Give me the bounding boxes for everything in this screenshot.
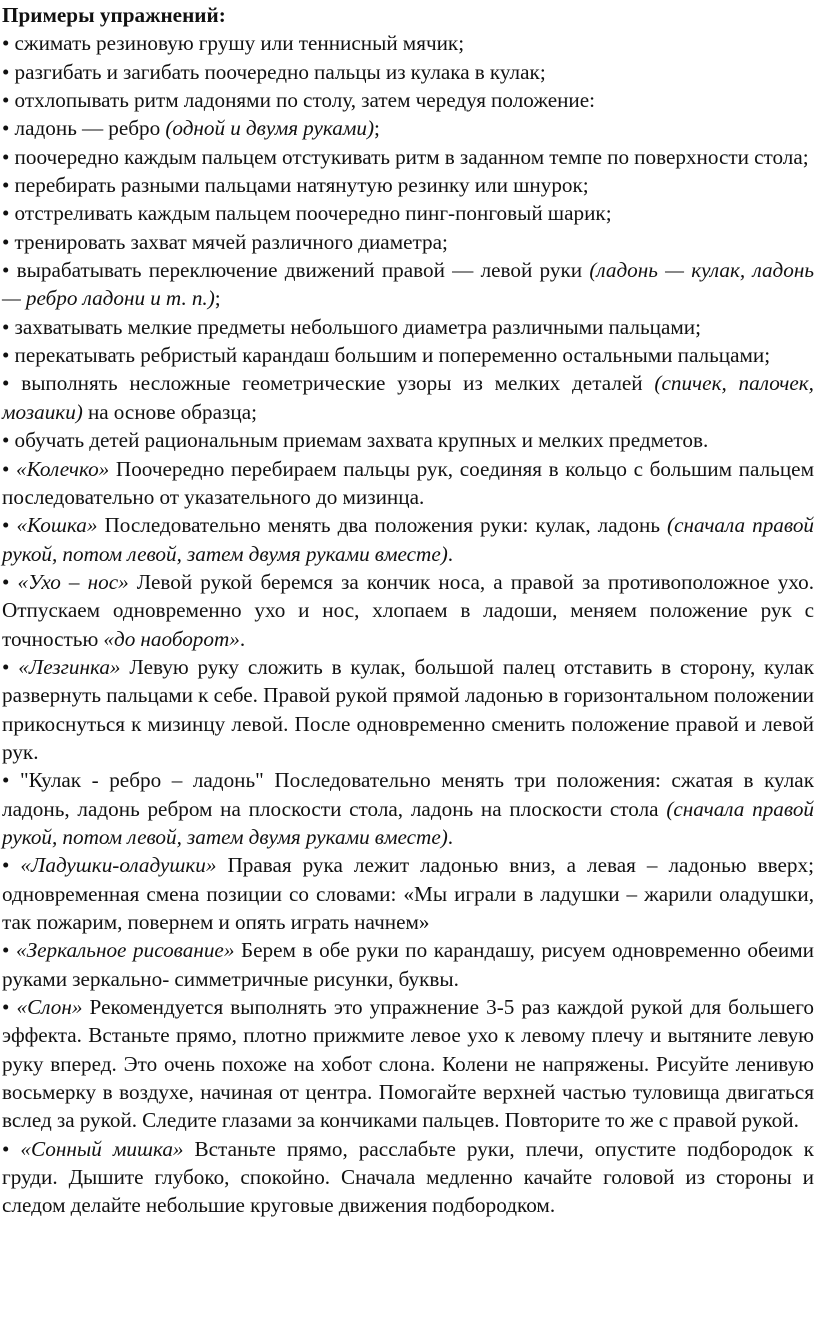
bullet-marker: • xyxy=(2,768,10,793)
exercise-emphasis-text: (ладонь — кулак, ладонь — ребро ладони и т. п.) xyxy=(2,258,815,311)
exercise-item xyxy=(2,766,814,851)
bullet-marker: • xyxy=(2,853,10,878)
exercise-text: захватывать мелкие предметы небольшого диаметра различными пальцами; xyxy=(14,314,702,339)
bullet-marker: • xyxy=(2,456,10,481)
exercise-item xyxy=(2,369,814,426)
exercise-emphasis-text: «Ухо – нос» xyxy=(17,569,129,594)
exercise-item xyxy=(2,993,814,1135)
exercise-emphasis-text: (сначала правой рукой, потом левой, затем двумя руками вместе) xyxy=(2,513,815,566)
exercise-text: перебирать разными пальцами натянутую резинку или шнурок; xyxy=(14,173,589,198)
exercise-text: разгибать и загибать поочередно пальцы из кулака в кулак; xyxy=(14,59,546,84)
bullet-marker: • xyxy=(2,371,10,396)
bullet-marker: • xyxy=(2,31,10,56)
exercise-emphasis-text: «Сонный мишка» xyxy=(20,1136,184,1161)
exercise-item xyxy=(2,199,814,227)
bullet-marker: • xyxy=(2,938,10,963)
exercise-emphasis-text: «до наоборот» xyxy=(103,626,240,651)
exercise-text: вырабатывать переключение движений правой — левой руки xyxy=(16,258,590,283)
exercise-text: ; xyxy=(374,116,380,141)
bullet-marker: • xyxy=(2,116,10,141)
exercise-item xyxy=(2,455,814,512)
exercise-emphasis-text: «Лезгинка» xyxy=(18,654,121,679)
exercise-text: выполнять несложные геометрические узоры из мелких деталей xyxy=(21,371,655,396)
exercise-text: отхлопывать ритм ладонями по столу, затем чередуя положение: xyxy=(14,88,596,113)
exercise-emphasis-text: «Слон» xyxy=(16,995,83,1020)
exercise-item xyxy=(2,568,814,653)
exercise-emphasis-text: (одной и двумя руками) xyxy=(165,116,375,141)
bullet-marker: • xyxy=(2,173,10,198)
exercise-text: ладонь — ребро xyxy=(14,116,166,141)
exercise-item xyxy=(2,426,814,454)
exercise-text: . xyxy=(447,541,454,566)
bullet-marker: • xyxy=(2,59,10,84)
exercise-text: ; xyxy=(214,286,221,311)
exercise-emphasis-text: «Колечко» xyxy=(16,456,110,481)
exercise-text: обучать детей рациональным приемам захвата крупных и мелких предметов. xyxy=(14,428,709,453)
bullet-marker: • xyxy=(2,513,10,538)
exercise-item xyxy=(2,1135,814,1220)
exercise-text: Правая рука лежит ладонью вниз, а левая – ладонью вверх; одновременная смена позиции со словами: «Мы играли в ладушки – жарили оладушки, так пожарим, повернем и опять играть начнем» xyxy=(2,853,814,934)
exercise-text: "Кулак - ребро – ладонь" Последовательно менять три положения: сжатая в кулак ладонь, ладонь ребром на плоскости стола, ладонь на плоскости стола xyxy=(2,768,814,821)
exercise-item xyxy=(2,256,814,313)
exercise-text: сжимать резиновую грушу или теннисный мячик; xyxy=(14,31,465,56)
exercise-text: Встаньте прямо, расслабьте руки, плечи, опустите подбородок к груди. Дышите глубоко, спокойно. Сначала медленно качайте головой из стороны и следом делайте небольшие круговые движения подбородком. xyxy=(2,1136,814,1218)
bullet-marker: • xyxy=(2,995,10,1020)
exercise-text: . xyxy=(447,824,454,849)
exercise-item xyxy=(2,143,814,171)
exercise-emphasis-text: (сначала правой рукой, потом левой, затем двумя руками вместе) xyxy=(2,796,815,849)
bullet-marker: • xyxy=(2,654,10,679)
exercise-item xyxy=(2,653,814,766)
exercise-text: Рекомендуется выполнять это упражнение 3-5 раз каждой рукой для большего эффекта. Встаньте прямо, плотно прижмите левое ухо к левому плечу и вытяните левую руку вперед. Это очень похоже на хобот слона. Колени не напряжены. Рисуйте ленивую восьмерку в воздухе, начиная от центра. Помогайте верхней частью туловища двигаться вслед за рукой. Следите глазами за кончиками пальцев. Повторите то же с правой рукой. xyxy=(2,995,814,1133)
exercise-item xyxy=(2,86,814,114)
exercise-text: на основе образца; xyxy=(82,399,258,424)
exercise-item xyxy=(2,511,814,568)
exercise-item xyxy=(2,29,814,57)
bullet-marker: • xyxy=(2,201,10,226)
bullet-marker: • xyxy=(2,144,10,169)
exercise-item xyxy=(2,58,814,86)
exercise-item xyxy=(2,114,814,142)
bullet-marker: • xyxy=(2,88,10,113)
exercise-text: тренировать захват мячей различного диаметра; xyxy=(14,229,448,254)
exercise-item xyxy=(2,171,814,199)
exercise-text: отстреливать каждым пальцем поочередно пинг-понговый шарик; xyxy=(14,201,612,226)
exercise-emphasis-text: «Зеркальное рисование» xyxy=(16,938,235,963)
exercise-item xyxy=(2,341,814,369)
exercise-text: . xyxy=(239,626,246,651)
exercise-item xyxy=(2,228,814,256)
exercise-emphasis-text: «Кошка» xyxy=(16,513,98,538)
exercise-text: Поочередно перебираем пальцы рук, соединяя в кольцо с большим пальцем последовательно от указательного до мизинца. xyxy=(2,456,814,509)
bullet-marker: • xyxy=(2,1136,10,1161)
exercise-text: Последовательно менять два положения руки: кулак, ладонь xyxy=(97,513,668,538)
exercise-emphasis-text: «Ладушки-оладушки» xyxy=(20,853,217,878)
bullet-marker: • xyxy=(2,569,10,594)
exercise-item xyxy=(2,851,814,936)
bullet-marker: • xyxy=(2,229,10,254)
bullet-marker: • xyxy=(2,428,10,453)
bullet-marker: • xyxy=(2,258,10,283)
bullet-marker: • xyxy=(2,343,10,368)
exercise-text: Берем в обе руки по карандашу, рисуем одновременно обеими руками зеркально- симметричные рисунки, буквы. xyxy=(2,938,814,991)
exercise-item xyxy=(2,313,814,341)
exercise-emphasis-text: (спичек, палочек, мозаики) xyxy=(2,371,814,424)
exercise-text: перекатывать ребристый карандаш большим и попеременно остальными пальцами; xyxy=(14,343,771,368)
exercise-list xyxy=(2,29,814,1219)
exercise-text: Левую руку сложить в кулак, большой палец отставить в сторону, кулак развернуть пальцами к себе. Правой рукой прямой ладонью в горизонтальном положении прикоснуться к мизинцу левой. После одновременно сменить положение правой и левой рук. xyxy=(2,654,814,764)
exercise-text: поочередно каждым пальцем отстукивать ритм в заданном темпе по поверхности стола; xyxy=(14,144,809,169)
document-title: Примеры упражнений: xyxy=(2,3,226,27)
exercise-text: Левой рукой беремся за кончик носа, а правой за противоположное ухо. Отпускаем одновременно ухо и нос, хлопаем в ладоши, меняем положение рук с точностью xyxy=(2,569,815,651)
bullet-marker: • xyxy=(2,314,10,339)
exercise-item xyxy=(2,936,814,993)
